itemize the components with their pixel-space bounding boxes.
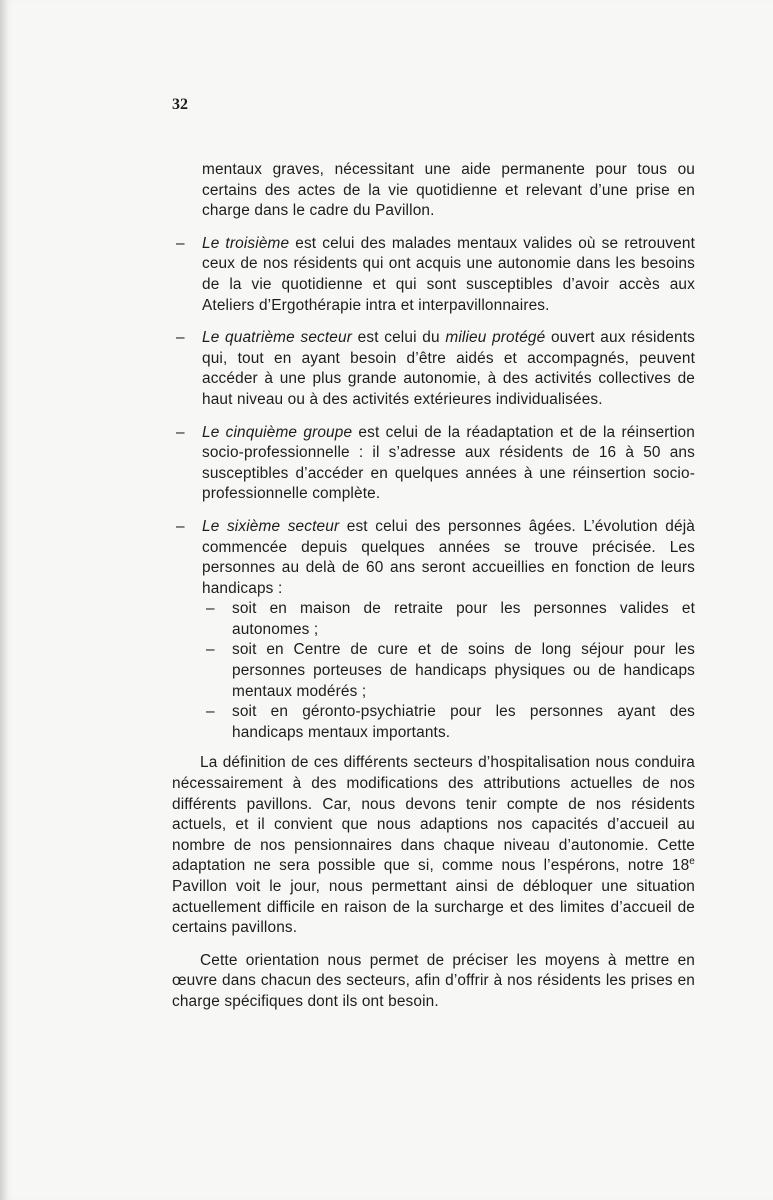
dash-bullet: – [206, 600, 215, 618]
item-lead: Le cinquième groupe [202, 423, 353, 441]
sub-list-item [172, 702, 695, 743]
list-item-quatrieme [172, 328, 695, 410]
superscript: e [689, 856, 695, 868]
item-text: ouvert aux résidents qui, tout en ayant besoin d’être aidés et accompagnés, peuvent accéder à une plus grande autonomie, à des activités collectives de haut niveau ou à des activités extérieures individualisées. [202, 329, 695, 408]
dash-bullet: – [206, 641, 215, 659]
sub-list-item [172, 599, 695, 640]
dash-bullet: – [176, 517, 185, 535]
dash-bullet: – [206, 703, 215, 721]
item-text: est celui des malades mentaux valides où se retrouvent ceux de nos résidents qui ont acquis une autonomie dans les besoins de la vie quotidienne et qui sont susceptibles d’avoir accès aux Ateliers d’Ergothérapie intra et interpavillonnaires. [202, 234, 695, 314]
intro-paragraph: mentaux graves, nécessitant une aide permanente pour tous ou certains des actes de la vie quotidienne et relevant d’une prise en charge dans le cadre du Pavillon. [202, 161, 695, 220]
paragraph-definition [172, 753, 695, 938]
item-lead: Le quatrième secteur [202, 329, 352, 347]
sub-item-text: soit en Centre de cure et de soins de long séjour pour les personnes porteuses de handicaps physiques ou de handicaps mentaux modérés ; [232, 641, 695, 700]
item-text: est celui du [352, 329, 446, 347]
item-lead: Le sixième secteur [202, 517, 340, 535]
item-lead: Le troisième [202, 234, 290, 252]
sub-item-text: soit en maison de retraite pour les personnes valides et autonomes ; [232, 600, 695, 638]
paragraph-orientation: Cette orientation nous permet de préciser les moyens à mettre en œuvre dans chacun des secteurs, afin d’offrir à nos résidents les prises en charge spécifiques dont ils ont besoin. [172, 951, 695, 1010]
list-item-sixieme [172, 517, 695, 599]
list-item-troisieme [172, 234, 695, 316]
sub-item-text: soit en géronto-psychiatrie pour les personnes ayant des handicaps mentaux importants. [232, 703, 695, 741]
body-text [172, 160, 695, 1025]
paragraph-text: La définition de ces différents secteurs d’hospitalisation nous conduira nécessairement à des modifications des attributions actuelles de nos différents pavillons. Car, nous devons tenir compte de nos résidents actuels, et il convient que nous adaptions nos capacités d’accueil au nombre de nos pensionnaires dans chaque niveau d’autonomie. Cette adaptation ne sera possible que si, comme nous l’espérons, notre 18 [172, 754, 695, 875]
dash-bullet: – [176, 423, 185, 441]
paragraph-text: Pavillon voit le jour, nous permettant ainsi de débloquer une situation actuellement difficile en raison de la surcharge et des limites d’accueil de certains pavillons. [172, 878, 695, 937]
dash-bullet: – [176, 234, 185, 252]
item-text: est celui des personnes âgées. L’évolution déjà commencée depuis quelques années se trouve précisée. Les personnes au delà de 60 ans seront accueillies en fonction de leurs handicaps : [202, 517, 695, 597]
sub-list-item [172, 640, 695, 702]
page-number: 32 [172, 96, 188, 113]
list-item-cinquieme [172, 423, 695, 505]
item-lead-secondary: milieu protégé [445, 329, 546, 347]
item-text: est celui de la réadaptation et de la réinsertion socio-professionnelle : il s’adresse aux résidents de 16 à 50 ans susceptibles d’accéder en quelques années à une réinsertion socio-professionnelle complète. [202, 423, 695, 503]
dash-bullet: – [176, 329, 185, 347]
